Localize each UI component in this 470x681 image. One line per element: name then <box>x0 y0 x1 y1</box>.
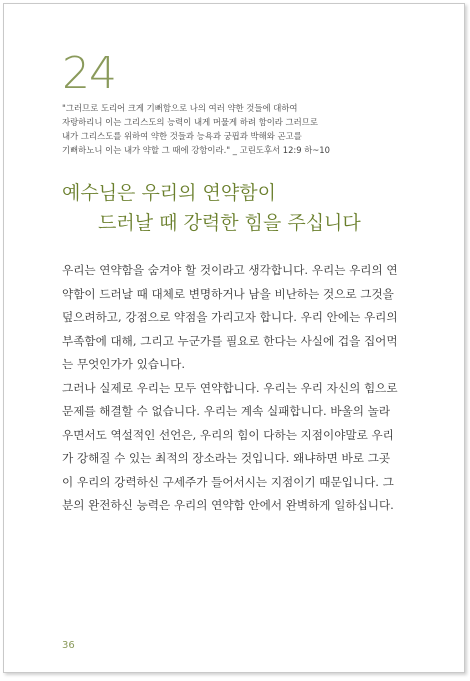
epigraph-line: 기뻐하노니 이는 내가 약할 그 때에 강함이라." _ 고린도후서 12:9 하~10 <box>62 145 330 155</box>
body-line: 이 우리의 강력하신 구세주가 들어서시는 지점이기 때문입니다. 그 <box>62 474 394 489</box>
body-line: 분의 완전하신 능력은 우리의 연약함 안에서 완벽하게 일하십니다. <box>62 498 394 512</box>
body-line: 문제를 해결할 수 없습니다. 우리는 계속 실패합니다. 바울의 놀라 <box>62 404 391 418</box>
chapter-title-line-1: 예수님은 우리의 연약함이 <box>62 182 276 204</box>
chapter-title-line-2: 드러날 때 강력한 힘을 주십니다 <box>98 212 361 234</box>
page-number: 36 <box>62 640 75 651</box>
body-line: 우리는 연약함을 숨겨야 할 것이라고 생각합니다. 우리는 우리의 연 <box>62 263 398 277</box>
epigraph-line: 자랑하리니 이는 그리스도의 능력이 내게 머물게 하려 함이라 그러므로 <box>62 117 318 127</box>
body-text <box>62 259 414 518</box>
chapter-title <box>62 178 422 238</box>
body-line: 약함이 드러날 때 대체로 변명하거나 남을 비난하는 것으로 그것을 <box>62 286 394 301</box>
epigraph-line: "그러므로 도리어 크게 기뻐함으로 나의 여러 약한 것들에 대하여 <box>62 103 298 113</box>
body-line: 그러나 실제로 우리는 모두 연약합니다. 우리는 우리 자신의 힘으로 <box>62 380 398 395</box>
epigraph-quote <box>62 101 402 157</box>
body-line: 는 무엇인가가 있습니다. <box>62 357 186 371</box>
body-line: 덮으려하고, 강점으로 약점을 가리고자 합니다. 우리 안에는 우리의 <box>62 310 398 324</box>
body-line: 우면서도 역설적인 선언은, 우리의 힘이 다하는 지점이야말로 우리 <box>62 427 394 442</box>
chapter-number: 24 <box>62 48 116 99</box>
body-line: 가 강해질 수 있는 최적의 장소라는 것입니다. 왜냐하면 바로 그곳 <box>62 451 391 465</box>
body-line: 부족함에 대해, 그리고 누군가를 필요로 한다는 사실에 겁을 집어먹 <box>62 333 398 348</box>
epigraph-line: 내가 그리스도를 위하여 약한 것들과 능욕과 궁핍과 박해와 곤고를 <box>62 131 302 141</box>
book-page <box>3 3 465 673</box>
